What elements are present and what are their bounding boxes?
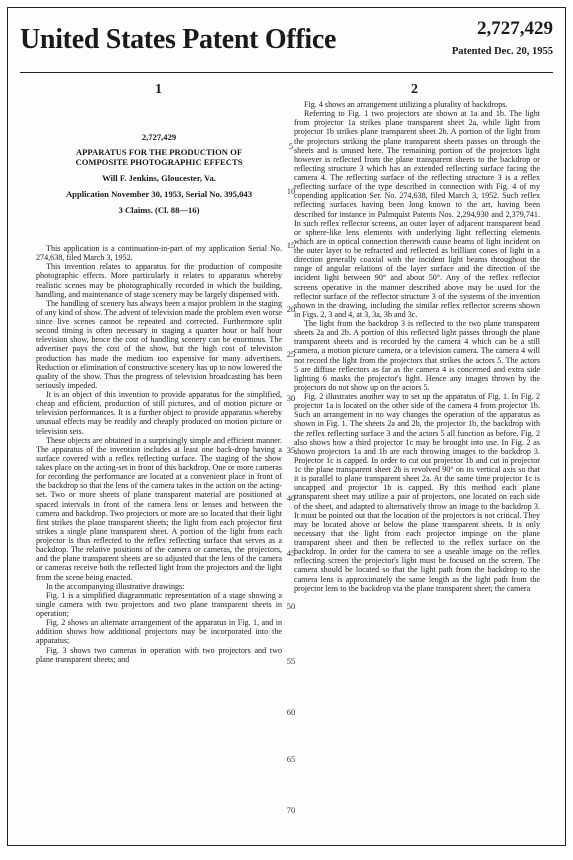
paragraph: Fig. 1 is a simplified diagrammatic representation of a stage showing a single camera with two projectors and two plane transparent sheets in operation; bbox=[36, 590, 282, 618]
invention-title-line1: APPARATUS FOR THE PRODUCTION OF bbox=[75, 147, 243, 157]
patent-page bbox=[7, 7, 566, 846]
inventor: Will F. Jenkins, Gloucester, Va. bbox=[102, 173, 216, 183]
paragraph: Fig. 4 shows an arrangement utilizing a plurality of backdrops. bbox=[304, 100, 508, 109]
line-number: 60 bbox=[286, 707, 296, 717]
line-number: 30 bbox=[286, 393, 296, 403]
patent-office-title: United States Patent Office bbox=[20, 24, 337, 55]
claims-info: 3 Claims. (Cl. 88—16) bbox=[118, 205, 200, 215]
line-number: 35 bbox=[286, 445, 296, 455]
paragraph: This invention relates to apparatus for the production of composite photographic effects. More particularly it relates to apparatus whereby realistic scenes may be photographically recorded in which the building, handling, and maintenance of stage scenery may be largely dispensed with. bbox=[36, 262, 282, 299]
line-number: 40 bbox=[286, 493, 296, 503]
line-number: 5 bbox=[288, 141, 294, 151]
line-number: 55 bbox=[286, 656, 296, 666]
paragraph: In the accompanying illustrative drawings: bbox=[46, 581, 185, 591]
line-number: 25 bbox=[286, 349, 296, 359]
line-number: 10 bbox=[286, 186, 296, 196]
paragraph: Fig. 3 shows two cameras in operation with two projectors and two plane transparent sheets; and bbox=[36, 645, 282, 664]
paragraph: The handling of scenery has always been a major problem in the staging of any kind of show. The advent of television made the problem even worse since live scenes cannot be repeated and corrected. Furthermore split second timing is often necessary in staging a quarter hour or half hour television show, hence the cost of handling scenery can be enormous. The advertiser pays the cost of the show, but the high cost of television production has made the medium too expensive for many advertisers. Reduction or elimination of constructive scenery has up to now lowered the quality of the show. Thus the progress of television broadcasting has been seriously impeded. bbox=[36, 298, 282, 390]
patent-number: 2,727,429 bbox=[477, 18, 553, 39]
paragraph: Fig. 2 illustrates another way to set up the apparatus of Fig. 1. In Fig. 2 projector 1a is located on the other side of the camera 4 from projector 1b. Such an arrangement in no way changes the operation of the apparatus as shown in Fig. 1. The sheets 2a and 2b, the projector 1b, the backdrop with the reflex reflecting surface 3 and the actors 5 all function as before. Fig. 2 also shows how a third projector 1c may be brought into use. In Fig. 2 as shown projectors 1a and 1b are each throwing images to the backdrop 3. Projector 1c is capped. In order to cut out projector 1b and cut in projector 1c the plane transparent sheet 2b is revolved 90° on its vertical axis so that it is parallel to plane transparent sheet 2a. At the same time projector 1c is uncapped and projector 1b is capped. By this method each plane transparent sheet may utilize a pair of projectors, one located on each side of the sheet, and adapted to alternatively throw an image to the backdrop 3. It must be pointed out that the location of the projectors is not critical. They may be located above or below the plane transparent sheets. It is only necessary that the light from each projector impinge on the plane transparent sheet and then be reflected to the reflex surface on the backdrop. In order for the camera to see a useable image on the reflex reflecting screen the projector's light must be focused on the screen. The camera should be located so that the light path from the backdrop to the camera lens is approximately the same length as the light path from the projector lens to the backdrop via the plane transparent sheet; the camera bbox=[294, 392, 540, 593]
paragraph: Fig. 2 shows an alternate arrangement of the apparatus in Fig. 1, and in addition shows how additional projectors may be incorporated into the apparatus; bbox=[36, 618, 282, 646]
line-number: 50 bbox=[286, 601, 296, 611]
line-number: 15 bbox=[286, 240, 296, 250]
paragraph: The light from the backdrop 3 is reflected to the two plane transparent sheets 2a and 2b. A portion of this reflected light passes through the plane transparent sheets and is recorded by the camera 4 which can be a still camera, a motion picture camera, or a television camera. The camera 4 will not record the light from the projectors that strikes the actors 5. The actors 5 are diffuse reflectors as far as the camera 4 is concerned and extra side lighting 6 masks the projector's light. Hence any images thrown by the projectors do not show up on the actors 5. bbox=[294, 319, 540, 392]
patent-number-heading: 2,727,429 bbox=[141, 132, 177, 142]
header-rule bbox=[20, 72, 553, 73]
paragraph: Referring to Fig. 1 two projectors are shown at 1a and 1b. The light from projector 1a strikes plane transparent sheet 2a, while light from projector 1b strikes plane transparent sheet 2b. A portion of the light from the projectors striking the plane transparent sheets passes on through the sheets and is unused here. The remaining portion of the projectors light however is reflected from the plane transparent sheets to the backdrop or reflecting structure 3 which has an extended reflecting surface facing the camera 4. The reflecting surface of the reflecting structure 3 is a reflex reflecting surface of the type described in connection with Fig. 4 of my copending application Ser. No. 274,638, filed March 3, 1952. Such reflex reflecting surfaces having been long known to the art, having been described for instance in Palmquist Patents Nos. 2,294,930 and 2,379,741. In such reflex reflector screens, an outer layer of adjacent transparent bead or sphere-like lens elements with underlying light reflecting elements which are in optical connection therewith cause beams of light incident on the outer layer to be refracted and reflected as brilliant cones of light in a direction generally coaxial with the incident light beams throughout the range of angular relations of the layer surface and the direction of the incident light between 90° and about 50°. Any of the reflex reflector screens operative in the manner described above may be used for the reflector surface of the reflector structure 3 of the systems of the invention shown in the drawing, including the similar reflex reflector screens shown in Figs. 2, 3 and 4, at 3, 3a, 3b and 3c. bbox=[294, 109, 540, 319]
line-number: 20 bbox=[286, 304, 296, 314]
invention-title-line2: COMPOSITE PHOTOGRAPHIC EFFECTS bbox=[75, 157, 243, 167]
right-column-text bbox=[294, 100, 540, 593]
left-column-number: 1 bbox=[155, 82, 162, 97]
patented-date: Patented Dec. 20, 1955 bbox=[451, 46, 553, 57]
line-number: 45 bbox=[286, 548, 296, 558]
paragraph: This application is a continuation-in-part of my application Serial No. 274,638, filed March 3, 1952. bbox=[36, 244, 282, 263]
left-column-text bbox=[36, 244, 282, 664]
line-number: 70 bbox=[286, 805, 296, 815]
application-info: Application November 30, 1953, Serial No. 395,043 bbox=[65, 189, 253, 199]
paragraph: It is an object of this invention to provide apparatus for the simplified, cheap and efficient, production of still pictures, and of motion picture or television performances. It is a further object to provide apparatus whereby unusual effects may be readily and cheaply produced on motion picture or television sets. bbox=[36, 390, 282, 436]
paragraph: These objects are obtained in a surprisingly simple and efficient manner. The apparatus of the invention includes at least one back-drop having a surface covered with a reflex reflecting surface. The staging of the show takes place on the acting-set in front of this backdrop. One or more cameras for recording the performance are located at a convenient place in front of the backdrop so that the lens of the camera takes in the action on the acting-set. Two or more sheets of plane transparent material are positioned at spaced intervals in front of the camera lens or lenses and between the camera and backdrop. Two projectors or more are so located that their light first strikes the plane transparent sheets; the light from each projector first strikes a single plane transparent sheet. A portion of the light from each projector is thus reflected to the reflex reflecting surface that serves as a backdrop. The relative positions of the camera or cameras, the projectors, and the plane transparent sheets are so adjusted that the lens of the camera or cameras receive both the reflected light from the projectors and the light from the scene being enacted. bbox=[36, 435, 282, 582]
line-number: 65 bbox=[286, 754, 296, 764]
right-column-number: 2 bbox=[411, 82, 418, 97]
